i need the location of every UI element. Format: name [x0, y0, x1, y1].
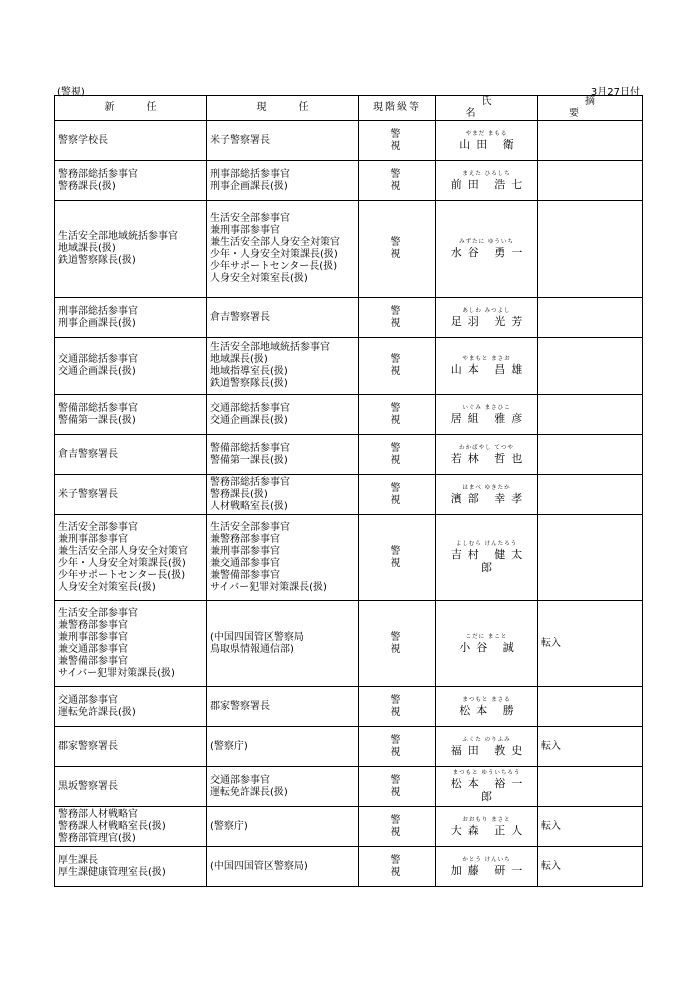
- post-line: 警備部総括参事官: [210, 442, 290, 454]
- rank-cell: 警視: [359, 435, 436, 475]
- post-line: 兼刑事部参事官: [58, 533, 128, 545]
- rank-cell: 警視: [359, 847, 436, 887]
- post-line: 兼刑事部参事官: [58, 631, 128, 643]
- new-post-cell: [55, 475, 207, 515]
- post-line: 警務課人材戦略室長(扱): [58, 820, 166, 832]
- new-post-cell: [55, 201, 207, 298]
- person-name: 加藤 研一: [450, 863, 529, 877]
- rank-cell: 警視: [359, 601, 436, 687]
- current-post-cell: [207, 767, 359, 807]
- post-line: 運転免許課長(扱): [58, 706, 136, 718]
- new-post-cell: [55, 161, 207, 201]
- post-line: 人材戦略室長(扱): [210, 500, 288, 512]
- post-line: 警備部総括参事官: [58, 402, 138, 414]
- post-line: 倉吉警察署長: [210, 311, 270, 323]
- remarks-cell: [538, 767, 643, 807]
- post-line: (警察庁): [210, 740, 248, 752]
- post-line: 警務部総括参事官: [210, 476, 290, 488]
- current-post-cell: [207, 475, 359, 515]
- post-line: 兼警務部参事官: [210, 533, 280, 545]
- current-post-cell: [207, 298, 359, 338]
- post-line: 黒坂警察署長: [58, 780, 118, 792]
- current-post-cell: [207, 687, 359, 727]
- post-line: 人身安全対策室長(扱): [58, 581, 156, 593]
- rank-cell: 警視: [359, 298, 436, 338]
- post-line: (警察庁): [210, 820, 248, 832]
- rank-cell: 警視: [359, 201, 436, 298]
- post-line: 警務課長(扱): [210, 488, 268, 500]
- new-post-cell: [55, 847, 207, 887]
- post-line: 兼生活安全部人身安全対策官: [210, 237, 340, 248]
- name-cell: [436, 395, 538, 435]
- name-reading: みずたに ゆういち: [459, 239, 514, 245]
- post-line: 兼生活安全部人身安全対策官: [58, 545, 188, 557]
- post-line: 少年・人身安全対策課長(扱): [58, 557, 186, 569]
- post-line: 警務課長(扱): [58, 180, 116, 192]
- post-line: 兼警務部参事官: [58, 619, 128, 631]
- name-reading: よしむら けんたろう: [455, 541, 518, 547]
- new-post-cell: [55, 338, 207, 395]
- current-post-cell: [207, 161, 359, 201]
- name-reading: まつもと まさる: [462, 696, 511, 703]
- personnel-table: [54, 95, 643, 887]
- post-line: 交通部総括参事官: [210, 402, 290, 414]
- name-cell: [436, 338, 538, 395]
- name-cell: [436, 121, 538, 161]
- remarks-cell: [538, 298, 643, 338]
- table-row: [55, 767, 643, 807]
- table-row: [55, 515, 643, 601]
- current-post-cell: [207, 727, 359, 767]
- table-row: [55, 201, 643, 298]
- post-line: 鉄道警察隊長(扱): [58, 255, 136, 266]
- new-post-cell: [55, 727, 207, 767]
- post-line: 生活安全部参事官: [58, 521, 138, 533]
- table-row: [55, 807, 643, 847]
- person-name: 山本 昌雄: [450, 363, 529, 376]
- new-post-cell: [55, 515, 207, 601]
- new-post-cell: [55, 807, 207, 847]
- post-line: 生活安全部参事官: [58, 607, 138, 619]
- col-new-post: 新任: [55, 96, 207, 121]
- name-reading: やまだ まもる: [465, 130, 508, 137]
- remarks-cell: [538, 161, 643, 201]
- current-post-cell: [207, 847, 359, 887]
- post-line: 郡家警察署長: [58, 740, 118, 752]
- person-name: 足羽 光芳: [450, 314, 529, 328]
- name-reading: こだに まこと: [465, 633, 508, 640]
- post-line: 厚生課長: [58, 854, 98, 866]
- remarks-cell: [538, 515, 643, 601]
- table-row: [55, 727, 643, 767]
- post-line: サイバー犯罪対策課長(扱): [210, 581, 327, 593]
- post-line: 生活安全部参事官: [210, 521, 290, 533]
- table-row: [55, 298, 643, 338]
- name-cell: [436, 161, 538, 201]
- name-cell: [436, 201, 538, 298]
- name-reading: やまもと まさお: [462, 356, 511, 362]
- name-reading: はまべ ゆきたか: [462, 484, 511, 491]
- current-post-cell: [207, 807, 359, 847]
- new-post-cell: [55, 767, 207, 807]
- post-line: 生活安全部地域統括参事官: [58, 231, 178, 242]
- name-reading: かとう けんいち: [462, 856, 511, 863]
- post-line: 兼警備部参事官: [58, 655, 128, 667]
- remarks-cell: [538, 121, 643, 161]
- person-name: 水谷 勇一: [450, 246, 529, 259]
- rank-cell: 警視: [359, 475, 436, 515]
- post-line: (中国四国管区警察局): [210, 860, 308, 872]
- post-line: 兼刑事部参事官: [210, 225, 280, 236]
- remarks-cell: 転入: [538, 727, 643, 767]
- post-line: 米子警察署長: [58, 488, 118, 500]
- name-reading: わかばやし てつや: [459, 444, 514, 451]
- person-name: 福田 教史: [450, 743, 529, 757]
- name-cell: [436, 767, 538, 807]
- table-row: [55, 435, 643, 475]
- name-cell: [436, 475, 538, 515]
- new-post-cell: [55, 121, 207, 161]
- name-cell: [436, 435, 538, 475]
- post-line: 警備第一課長(扱): [58, 414, 136, 426]
- name-reading: ふくた のりふみ: [462, 736, 511, 743]
- post-line: 少年・人身安全対策課長(扱): [210, 249, 338, 260]
- rank-cell: 警視: [359, 515, 436, 601]
- current-post-cell: [207, 338, 359, 395]
- post-line: 少年サポートセンター長(扱): [210, 261, 338, 272]
- post-line: 交通企画課長(扱): [210, 414, 288, 426]
- post-line: 警備第一課長(扱): [210, 454, 288, 466]
- post-line: 交通部参事官: [58, 694, 118, 706]
- col-remarks: 摘要: [538, 96, 643, 121]
- new-post-cell: [55, 601, 207, 687]
- post-line: 鳥取県情報通信部): [210, 643, 294, 655]
- post-line: 生活安全部地域統括参事官: [210, 342, 330, 353]
- category-label: (警視): [57, 87, 85, 98]
- post-line: 生活安全部参事官: [210, 213, 290, 224]
- person-name: 松本 裕一郎: [450, 777, 529, 803]
- remarks-cell: [538, 687, 643, 727]
- current-post-cell: [207, 201, 359, 298]
- table-row: [55, 395, 643, 435]
- post-line: 刑事部総括参事官: [210, 168, 290, 180]
- remarks-cell: 転入: [538, 847, 643, 887]
- post-line: 交通部参事官: [210, 774, 270, 786]
- table-row: [55, 161, 643, 201]
- post-line: 少年サポートセンター長(扱): [58, 569, 186, 581]
- new-post-cell: [55, 298, 207, 338]
- post-line: 交通部総括参事官: [58, 354, 138, 365]
- table-row: [55, 847, 643, 887]
- post-line: 警察学校長: [58, 134, 108, 146]
- name-cell: [436, 515, 538, 601]
- name-cell: [436, 687, 538, 727]
- post-line: 交通企画課長(扱): [58, 366, 136, 377]
- name-cell: [436, 727, 538, 767]
- post-line: 警務部総括参事官: [58, 168, 138, 180]
- post-line: 地域課長(扱): [58, 243, 116, 254]
- post-line: 兼交通部参事官: [58, 643, 128, 655]
- rank-cell: 警視: [359, 338, 436, 395]
- new-post-cell: [55, 395, 207, 435]
- name-cell: [436, 298, 538, 338]
- rank-cell: 警視: [359, 161, 436, 201]
- post-line: 刑事企画課長(扱): [210, 180, 288, 192]
- col-name: 氏名: [436, 96, 538, 121]
- post-line: 警務部管理官(扱): [58, 832, 136, 844]
- rank-cell: 警視: [359, 767, 436, 807]
- current-post-cell: [207, 515, 359, 601]
- post-line: 郡家警察署長: [210, 700, 270, 712]
- post-line: (中国四国管区警察局: [210, 631, 304, 643]
- col-rank: 現階級等: [359, 96, 436, 121]
- person-name: 大森 正人: [450, 823, 529, 837]
- person-name: 若林 哲也: [450, 451, 529, 465]
- post-line: 厚生課健康管理室長(扱): [58, 866, 166, 878]
- post-line: 兼警備部参事官: [210, 569, 280, 581]
- rank-cell: 警視: [359, 395, 436, 435]
- current-post-cell: [207, 601, 359, 687]
- post-line: 刑事部総括参事官: [58, 305, 138, 317]
- current-post-cell: [207, 395, 359, 435]
- name-cell: [436, 807, 538, 847]
- name-reading: まつもと ゆういちろう: [452, 770, 521, 776]
- remarks-cell: 転入: [538, 807, 643, 847]
- remarks-cell: [538, 201, 643, 298]
- post-line: 地域指導室長(扱): [210, 366, 288, 377]
- name-reading: いぐみ まさひこ: [462, 404, 511, 411]
- person-name: 小谷 誠: [459, 640, 520, 654]
- name-reading: おおもり まさと: [462, 816, 511, 823]
- name-cell: [436, 601, 538, 687]
- person-name: 濱部 幸孝: [450, 491, 529, 505]
- current-post-cell: [207, 435, 359, 475]
- name-reading: あしわ みつよし: [462, 307, 511, 314]
- person-name: 吉村 健太郎: [450, 548, 529, 574]
- post-line: 運転免許課長(扱): [210, 786, 288, 798]
- table-row: [55, 601, 643, 687]
- post-line: 地域課長(扱): [210, 354, 268, 365]
- rank-cell: 警視: [359, 687, 436, 727]
- person-name: 居組 雅彦: [450, 411, 529, 425]
- remarks-cell: 転入: [538, 601, 643, 687]
- rank-cell: 警視: [359, 121, 436, 161]
- post-line: 警務部人材戦略官: [58, 808, 138, 820]
- table-row: [55, 475, 643, 515]
- table-header-row: [55, 96, 643, 121]
- current-post-cell: [207, 121, 359, 161]
- remarks-cell: [538, 395, 643, 435]
- post-line: 鉄道警察隊長(扱): [210, 378, 288, 389]
- post-line: サイバー犯罪対策課長(扱): [58, 667, 175, 679]
- col-current-post: 現任: [207, 96, 359, 121]
- post-line: 兼刑事部参事官: [210, 545, 280, 557]
- rank-cell: 警視: [359, 807, 436, 847]
- post-line: 兼交通部参事官: [210, 557, 280, 569]
- name-cell: [436, 847, 538, 887]
- remarks-cell: [538, 435, 643, 475]
- person-name: 前田 浩七: [450, 177, 529, 191]
- post-line: 刑事企画課長(扱): [58, 317, 136, 329]
- remarks-cell: [538, 338, 643, 395]
- rank-cell: 警視: [359, 727, 436, 767]
- person-name: 松本 勝: [459, 703, 520, 717]
- remarks-cell: [538, 475, 643, 515]
- post-line: 米子警察署長: [210, 134, 270, 146]
- table-row: [55, 121, 643, 161]
- effective-date: 3月27日付: [590, 87, 640, 98]
- new-post-cell: [55, 435, 207, 475]
- name-reading: まえた ひろしち: [462, 170, 511, 177]
- post-line: 倉吉警察署長: [58, 448, 118, 460]
- person-name: 山田 衛: [459, 137, 520, 151]
- post-line: 人身安全対策室長(扱): [210, 273, 308, 284]
- table-row: [55, 338, 643, 395]
- table-row: [55, 687, 643, 727]
- new-post-cell: [55, 687, 207, 727]
